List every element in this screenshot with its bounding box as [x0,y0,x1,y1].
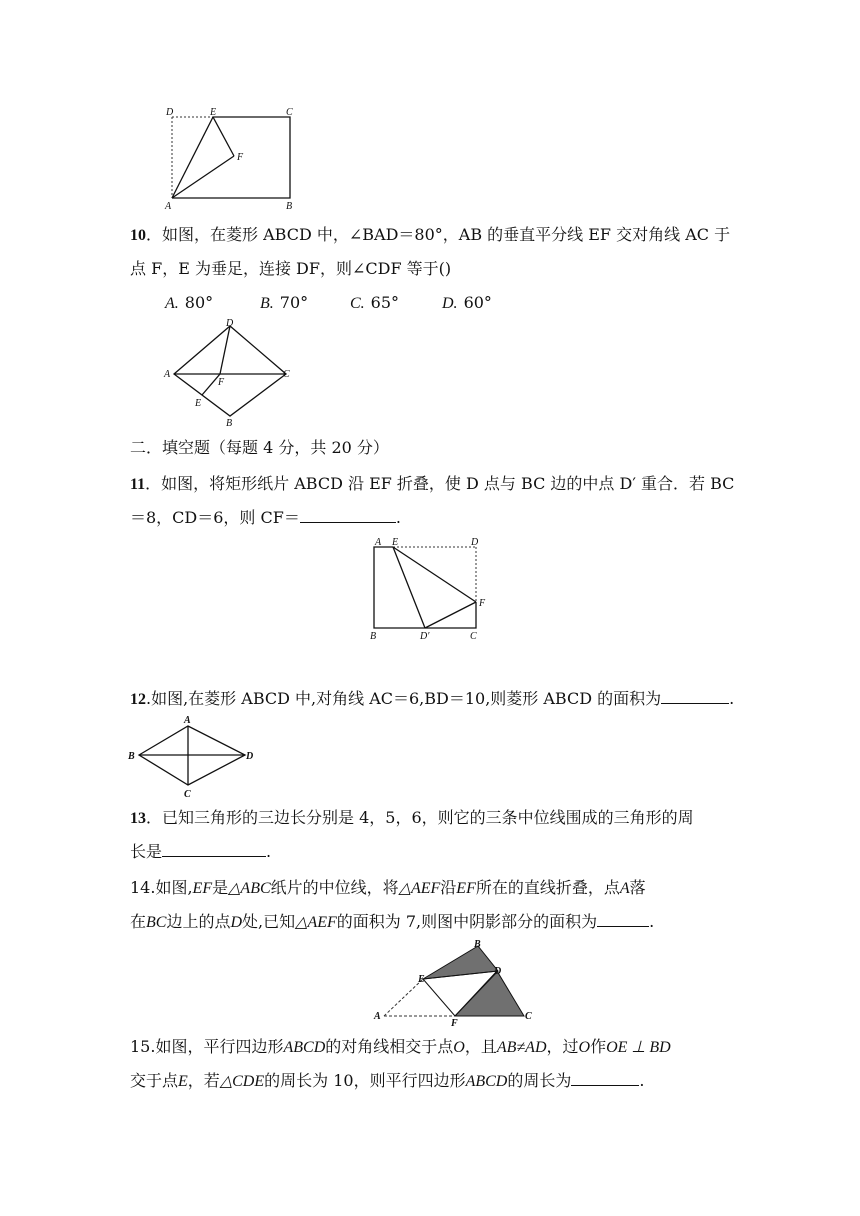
label-C: C [283,369,290,380]
label-E: E [392,537,399,548]
q15-t2g: 的周长为 [507,1071,572,1090]
q15-t1a: 如图，平行四边形 [155,1037,284,1056]
q14-t2e: 处,已知 [242,912,296,931]
q10-option-a-text: 80° [184,293,214,312]
q15-line2 [130,1070,644,1093]
label-D: D [226,318,234,329]
q13-text1: ．已知三角形的三边长分别是 4，5，6，则它的三条中位线围成的三角形的周 [146,808,694,827]
q14-t1i: 所在的直线折叠，点 [475,878,620,897]
label-C: C [525,1011,532,1022]
q10-option-a [165,293,213,313]
q10-option-d [442,293,492,313]
q14-line2 [130,911,654,934]
q14-t2d: D [230,914,243,931]
q15-t1e: ，且 [464,1037,497,1056]
label-A: A [375,537,382,548]
q10-option-a-letter: A. [165,295,179,312]
q15-t1g: ，过 [546,1037,579,1056]
q10-number: 10 [130,227,146,244]
label-B: B [128,751,135,762]
q12-text: .如图,在菱形 ABCD 中,对角线 AC＝6,BD＝10,则菱形 ABCD 的面积为 [146,689,662,708]
q14-t1f: △AEF [398,880,441,897]
figure-q10-rhombus [160,318,300,428]
q14-t2f: △AEF [295,914,337,931]
q11-text2: ＝8，CD＝6，则 CF＝ [130,508,300,527]
label-F: F [218,377,225,388]
q15-t2b: E [178,1073,188,1090]
q10-line2 [130,258,451,280]
label-E: E [195,398,202,409]
label-A: A [374,1011,381,1022]
q15-t2d: △CDE [219,1073,265,1090]
label-D-prime: D′ [420,631,430,642]
q15-t1d: O [453,1039,465,1056]
q13-text2-end: . [266,842,272,861]
q15-answer-blank[interactable] [571,1071,639,1086]
label-F: F [451,1018,458,1029]
q10-option-b [260,293,308,313]
label-D: D [471,537,479,548]
label-E: E [418,974,425,985]
label-E: E [210,107,217,118]
q14-t2a: 在 [130,912,147,931]
q13-line2 [130,841,271,863]
q11-text2-end: . [395,508,401,527]
label-C: C [184,789,191,800]
q14-answer-blank[interactable] [597,912,649,927]
figure-q11-rectangle [365,533,495,643]
q14-line1 [130,877,646,900]
q14-t2b: BC [146,914,167,931]
q14-t1g: 沿 [440,878,457,897]
q14-t2g: 的面积为 7,则图中阴影部分的面积为 [336,912,598,931]
q15-t2f: ABCD [465,1073,508,1090]
q11-text1: ．如图，将矩形纸片 ABCD 沿 EF 折叠，使 D 点与 BC 边的中点 D′ 重合．若 BC [145,474,735,493]
q13-answer-blank[interactable] [162,842,266,857]
q15-t1b: ABCD [283,1039,326,1056]
q15-line1 [130,1036,671,1059]
label-A: A [184,715,191,726]
q10-option-b-text: 70° [279,293,309,312]
q11-line1 [130,473,734,496]
q11-number: 11 [130,476,146,493]
q13-number: 13 [130,810,146,827]
q10-option-d-text: 60° [463,293,492,312]
label-C: C [286,107,293,118]
label-D: D [166,107,174,118]
q14-t2c: 边上的点 [166,912,231,931]
q14-t2h: . [649,912,655,931]
label-B: B [286,201,293,212]
label-B: B [226,418,233,429]
q15-t2h: . [639,1071,645,1090]
section-2-title: 二．填空题（每题 4 分，共 20 分） [130,438,389,457]
q10-option-b-letter: B. [260,295,274,312]
q13-text2: 长是 [130,842,163,861]
label-F: F [479,598,486,609]
q12-line [130,688,734,711]
label-D: D [494,966,502,977]
q15-t1h: O [578,1039,591,1056]
figure-q12-rhombus [125,713,260,803]
q14-t1a: 如图, [155,878,193,897]
figure-q14-triangle [370,937,545,1032]
label-D: D [246,751,254,762]
figure-q9-rectangle [160,105,310,215]
q10-option-c-letter: C. [350,295,365,312]
q12-text-end: . [729,689,735,708]
q10-option-d-letter: D. [442,295,458,312]
label-F: F [237,152,244,163]
q10-option-c-text: 65° [370,293,400,312]
q12-number: 12 [130,691,146,708]
q14-t1k: 落 [629,878,646,897]
q11-answer-blank[interactable] [300,508,396,523]
q10-line1 [130,224,730,247]
q14-t1e: 纸片的中位线，将 [270,878,399,897]
q10-text1: ．如图，在菱形 ABCD 中，∠BAD＝80°，AB 的垂直平分线 EF 交对角线 AC 于 [146,225,731,244]
q10-text2: 点 F，E 为垂足，连接 DF，则∠CDF 等于() [130,259,452,278]
label-B: B [474,939,481,950]
q11-line2 [130,507,401,529]
q10-option-c [350,293,399,313]
label-B: B [370,631,377,642]
q15-t1i: 作 [590,1037,607,1056]
q15-number: 15. [130,1037,156,1056]
q14-number: 14. [130,878,156,897]
q13-line1 [130,807,694,830]
q15-t1j: OE ⊥ BD [606,1039,671,1056]
q15-t1c: 的对角线相交于点 [325,1037,454,1056]
label-A: A [165,201,172,212]
q14-t1j: A [619,880,630,897]
q15-t2e: 的周长为 10，则平行四边形 [264,1071,466,1090]
q14-t1b: EF [192,880,213,897]
label-A: A [164,369,171,380]
q15-t1f: AB≠AD [496,1039,547,1056]
q15-t2c: ，若 [187,1071,220,1090]
q12-answer-blank[interactable] [661,689,729,704]
label-C: C [470,631,477,642]
q15-t2a: 交于点 [130,1071,179,1090]
q14-t1d: △ABC [228,880,271,897]
q14-t1h: EF [456,880,476,897]
q14-t1c: 是 [212,878,229,897]
